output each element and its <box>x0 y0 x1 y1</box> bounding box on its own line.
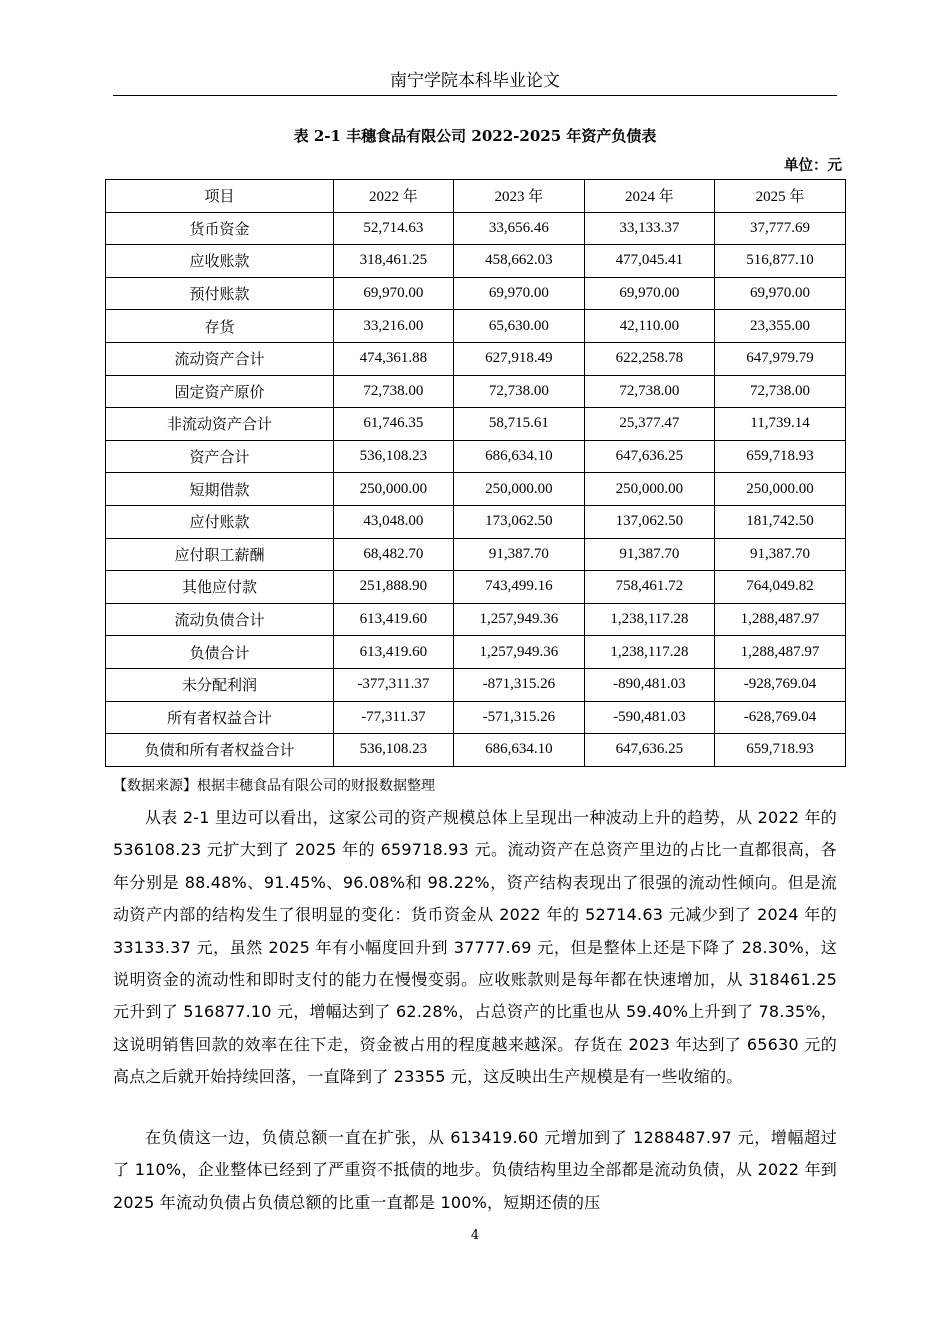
value-cell: 536,108.23 <box>334 734 454 767</box>
table-row <box>106 701 846 734</box>
value-cell: 181,742.50 <box>714 505 845 538</box>
value-cell: 58,715.61 <box>453 408 584 441</box>
value-cell: 1,288,487.97 <box>714 603 845 636</box>
value-cell: 33,216.00 <box>334 310 454 343</box>
value-cell: 23,355.00 <box>714 310 845 343</box>
value-cell: 758,461.72 <box>584 571 714 604</box>
column-header: 2022 年 <box>334 180 454 213</box>
row-label-cell: 应收账款 <box>106 245 334 278</box>
value-cell: 516,877.10 <box>714 245 845 278</box>
value-cell: 1,257,949.36 <box>453 636 584 669</box>
table-row <box>106 473 846 506</box>
value-cell: 69,970.00 <box>453 277 584 310</box>
row-label-cell: 存货 <box>106 310 334 343</box>
row-label-cell: 未分配利润 <box>106 668 334 701</box>
value-cell: 318,461.25 <box>334 245 454 278</box>
value-cell: -77,311.37 <box>334 701 454 734</box>
value-cell: 622,258.78 <box>584 342 714 375</box>
value-cell: 250,000.00 <box>453 473 584 506</box>
row-label-cell: 负债合计 <box>106 636 334 669</box>
value-cell: 613,419.60 <box>334 603 454 636</box>
table-unit: 单位：元 <box>784 157 842 174</box>
value-cell: 477,045.41 <box>584 245 714 278</box>
value-cell: 536,108.23 <box>334 440 454 473</box>
value-cell: 1,257,949.36 <box>453 603 584 636</box>
body-paragraph: 在负债这一边，负债总额一直在扩张，从 613419.60 元增加到了 1288487.97 元，增幅超过了 110%，企业整体已经到了严重资不抵债的地步。负债结构里边全部都是流动负债，从 2022 年到 2025 年流动负债占负债总额的比重一直都是 100%，短期还债的压 <box>113 1128 837 1212</box>
table-row <box>106 538 846 571</box>
value-cell: 659,718.93 <box>714 440 845 473</box>
value-cell: -590,481.03 <box>584 701 714 734</box>
value-cell: 61,746.35 <box>334 408 454 441</box>
value-cell: 72,738.00 <box>714 375 845 408</box>
table-row <box>106 375 846 408</box>
page-number: 4 <box>470 1228 480 1243</box>
value-cell: 37,777.69 <box>714 212 845 245</box>
value-cell: 43,048.00 <box>334 505 454 538</box>
value-cell: 627,918.49 <box>453 342 584 375</box>
value-cell: 69,970.00 <box>584 277 714 310</box>
value-cell: -571,315.26 <box>453 701 584 734</box>
table-caption: 表 2-1 丰穗食品有限公司 2022-2025 年资产负债表 <box>293 127 657 145</box>
page-header: 南宁学院本科毕业论文 <box>390 71 560 91</box>
value-cell: 72,738.00 <box>453 375 584 408</box>
table-row <box>106 245 846 278</box>
value-cell: 1,288,487.97 <box>714 636 845 669</box>
value-cell: 686,634.10 <box>453 440 584 473</box>
value-cell: 659,718.93 <box>714 734 845 767</box>
value-cell: 72,738.00 <box>334 375 454 408</box>
table-row <box>106 668 846 701</box>
table-row <box>106 342 846 375</box>
row-label-cell: 所有者权益合计 <box>106 701 334 734</box>
value-cell: -377,311.37 <box>334 668 454 701</box>
value-cell: 52,714.63 <box>334 212 454 245</box>
row-label-cell: 其他应付款 <box>106 571 334 604</box>
value-cell: 647,636.25 <box>584 734 714 767</box>
value-cell: 250,000.00 <box>584 473 714 506</box>
value-cell: 69,970.00 <box>714 277 845 310</box>
value-cell: 69,970.00 <box>334 277 454 310</box>
table-header-row <box>106 180 846 213</box>
row-label-cell: 流动资产合计 <box>106 342 334 375</box>
value-cell: 647,636.25 <box>584 440 714 473</box>
row-label-cell: 固定资产原价 <box>106 375 334 408</box>
row-label-cell: 短期借款 <box>106 473 334 506</box>
value-cell: 743,499.16 <box>453 571 584 604</box>
value-cell: 42,110.00 <box>584 310 714 343</box>
value-cell: -628,769.04 <box>714 701 845 734</box>
table-row <box>106 212 846 245</box>
data-source-note: 【数据来源】根据丰穗食品有限公司的财报数据整理 <box>113 778 435 794</box>
row-label-cell: 应付账款 <box>106 505 334 538</box>
table-row <box>106 505 846 538</box>
value-cell: 1,238,117.28 <box>584 603 714 636</box>
table-row <box>106 310 846 343</box>
table-row <box>106 277 846 310</box>
value-cell: 250,000.00 <box>334 473 454 506</box>
value-cell: 33,133.37 <box>584 212 714 245</box>
value-cell: 72,738.00 <box>584 375 714 408</box>
value-cell: 764,049.82 <box>714 571 845 604</box>
value-cell: -928,769.04 <box>714 668 845 701</box>
value-cell: 647,979.79 <box>714 342 845 375</box>
value-cell: 458,662.03 <box>453 245 584 278</box>
table-row <box>106 440 846 473</box>
value-cell: 91,387.70 <box>714 538 845 571</box>
row-label-cell: 流动负债合计 <box>106 603 334 636</box>
value-cell: -890,481.03 <box>584 668 714 701</box>
body-paragraph: 从表 2-1 里边可以看出，这家公司的资产规模总体上呈现出一种波动上升的趋势，从 2022 年的 536108.23 元扩大到了 2025 年的 659718.93 元。流动资产在总资产里边的占比一直都很高，各年分别是 88.48%、91.45%、96.08%和 98.22%，资产结构表现出了很强的流动性倾向。但是流动资产内部的结构发生了很明显的变化：货币资金从 2022 年的 52714.63 元减少到了 2024 年的 33133.37 元，虽然 2025 年有小幅度回升到 37777.69 元，但是整体上还是下降了 28.30%，这说明资金的流动性和即时支付的能力在慢慢变弱。应收账款则是每年都在快速增加，从 318461.25 元升到了 516877.10 元，增幅达到了 62.28%，占总资产的比重也从 59.40%上升到了 78.35%，这说明销售回款的效率在往下走，资金被占用的程度越来越深。存货在 2023 年达到了 65630 元的高点之后就开始持续回落，一直降到了 23355 元，这反映出生产规模是有一些收缩的。 <box>113 808 837 1087</box>
value-cell: 25,377.47 <box>584 408 714 441</box>
value-cell: 91,387.70 <box>453 538 584 571</box>
header-rule <box>113 95 837 96</box>
column-header: 项目 <box>106 180 334 213</box>
table-row <box>106 408 846 441</box>
table-row <box>106 734 846 767</box>
value-cell: 686,634.10 <box>453 734 584 767</box>
value-cell: -871,315.26 <box>453 668 584 701</box>
column-header: 2023 年 <box>453 180 584 213</box>
table-row <box>106 571 846 604</box>
row-label-cell: 负债和所有者权益合计 <box>106 734 334 767</box>
value-cell: 173,062.50 <box>453 505 584 538</box>
value-cell: 1,238,117.28 <box>584 636 714 669</box>
column-header: 2024 年 <box>584 180 714 213</box>
table-row <box>106 636 846 669</box>
table-row <box>106 603 846 636</box>
value-cell: 251,888.90 <box>334 571 454 604</box>
balance-sheet-table <box>105 179 846 767</box>
value-cell: 11,739.14 <box>714 408 845 441</box>
value-cell: 613,419.60 <box>334 636 454 669</box>
value-cell: 91,387.70 <box>584 538 714 571</box>
table-body <box>106 212 846 766</box>
column-header: 2025 年 <box>714 180 845 213</box>
row-label-cell: 预付账款 <box>106 277 334 310</box>
value-cell: 137,062.50 <box>584 505 714 538</box>
value-cell: 65,630.00 <box>453 310 584 343</box>
row-label-cell: 货币资金 <box>106 212 334 245</box>
row-label-cell: 应付职工薪酬 <box>106 538 334 571</box>
value-cell: 250,000.00 <box>714 473 845 506</box>
row-label-cell: 资产合计 <box>106 440 334 473</box>
row-label-cell: 非流动资产合计 <box>106 408 334 441</box>
value-cell: 33,656.46 <box>453 212 584 245</box>
value-cell: 68,482.70 <box>334 538 454 571</box>
value-cell: 474,361.88 <box>334 342 454 375</box>
